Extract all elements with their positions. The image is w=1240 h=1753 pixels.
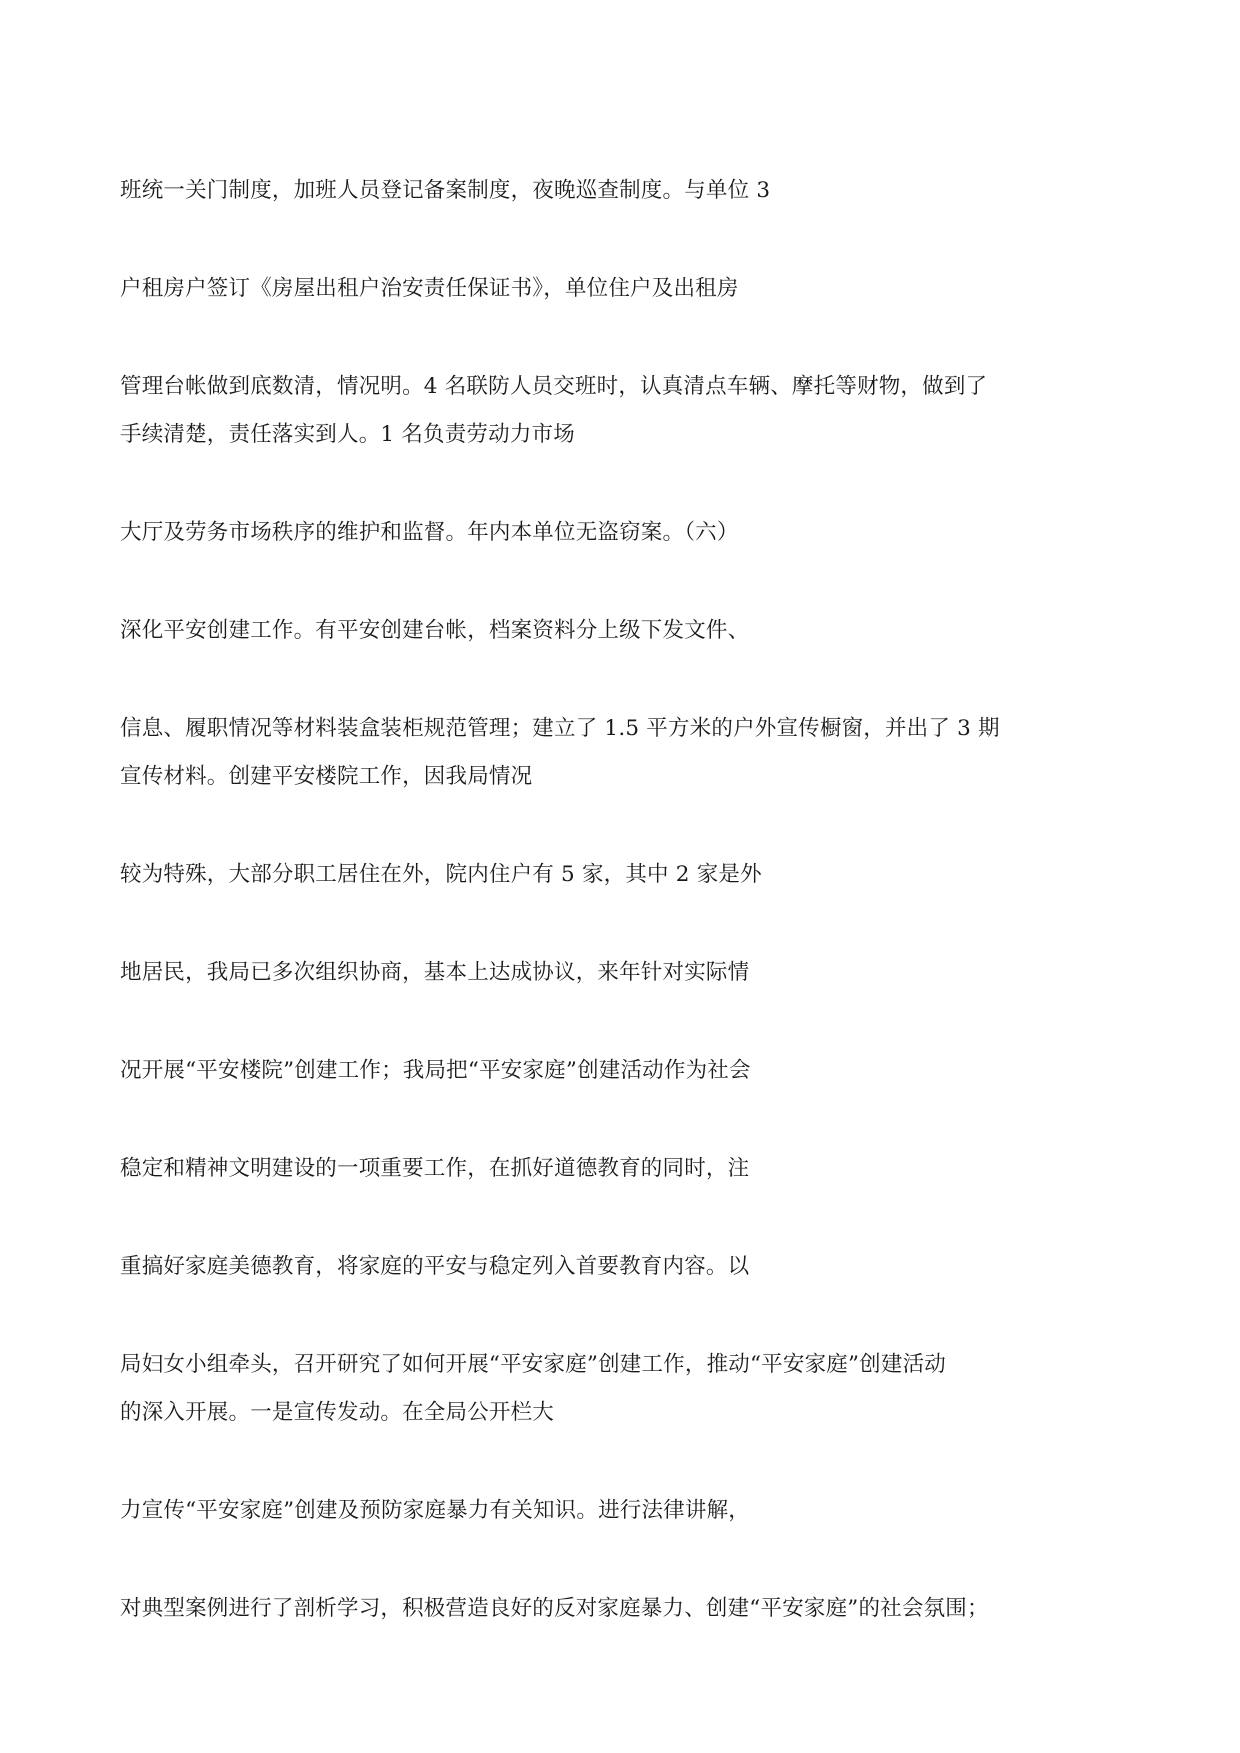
text-line: 管理台帐做到底数清，情况明。4 名联防人员交班时，认真清点车辆、摩托等财物，做到了	[120, 374, 988, 399]
text-line: 稳定和精神文明建设的一项重要工作，在抓好道德教育的同时，注	[120, 1156, 750, 1181]
text-line: 较为特殊，大部分职工居住在外，院内住户有 5 家，其中 2 家是外	[120, 862, 762, 887]
text-line: 局妇女小组牵头，召开研究了如何开展“平安家庭”创建工作，推动“平安家庭”创建活动	[120, 1352, 946, 1377]
text-line: 信息、履职情况等材料装盒装柜规范管理；建立了 1.5 平方米的户外宣传橱窗，并出了 3 期	[120, 716, 1000, 741]
text-line: 大厅及劳务市场秩序的维护和监督。年内本单位无盗窃案。（六）	[120, 520, 739, 545]
text-line: 宣传材料。创建平安楼院工作，因我局情况	[120, 764, 533, 789]
text-line: 地居民，我局已多次组织协商，基本上达成协议，来年针对实际情	[120, 960, 750, 985]
text-line: 对典型案例进行了剖析学习，积极营造良好的反对家庭暴力、创建“平安家庭”的社会氛围；	[120, 1596, 989, 1621]
text-line: 班统一关门制度，加班人员登记备案制度，夜晚巡查制度。与单位 3	[120, 178, 771, 203]
text-line: 户租房户签订《房屋出租户治安责任保证书》，单位住户及出租房	[120, 276, 739, 301]
text-line: 手续清楚，责任落实到人。1 名负责劳动力市场	[120, 422, 575, 447]
text-line: 况开展“平安楼院”创建工作；我局把“平安家庭”创建活动作为社会	[120, 1058, 751, 1083]
text-line: 力宣传“平安家庭”创建及预防家庭暴力有关知识。进行法律讲解，	[120, 1498, 750, 1523]
text-line: 深化平安创建工作。有平安创建台帐，档案资料分上级下发文件、	[120, 618, 750, 643]
text-line: 重搞好家庭美德教育，将家庭的平安与稳定列入首要教育内容。以	[120, 1254, 750, 1279]
text-line: 的深入开展。一是宣传发动。在全局公开栏大	[120, 1400, 555, 1425]
